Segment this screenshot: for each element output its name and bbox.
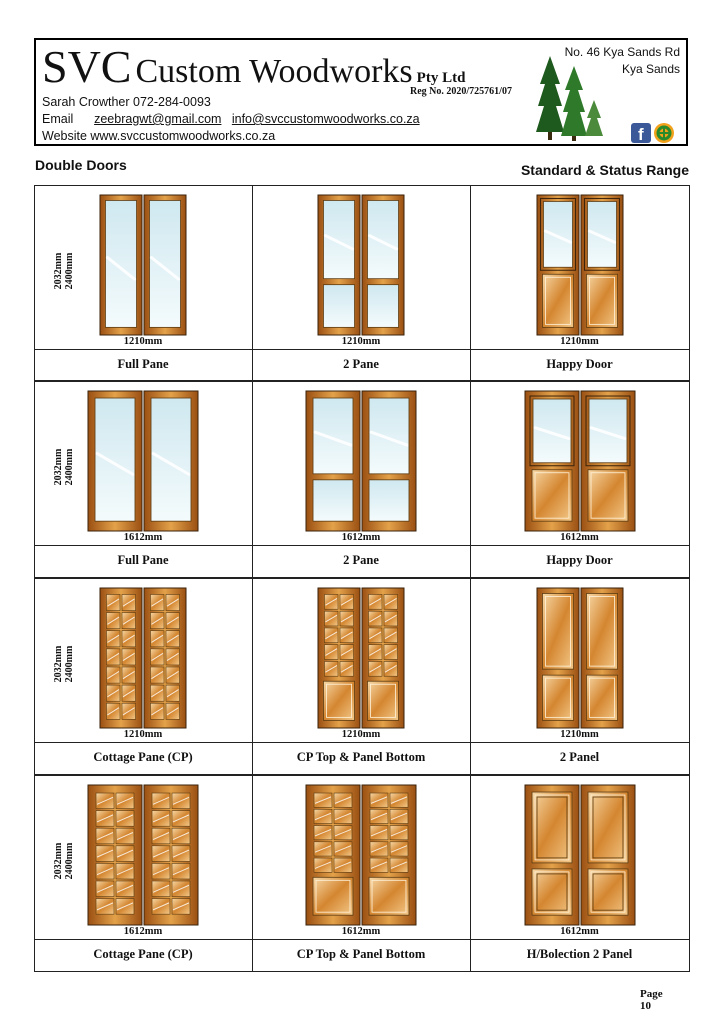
door-height-label (53, 831, 75, 891)
door-height-label (53, 241, 75, 301)
door-style-name: Cottage Pane (CP) (93, 750, 193, 764)
brand-main: SVC (42, 41, 132, 92)
door-width-label: 1612mm (341, 532, 381, 543)
door-illustration (523, 389, 637, 533)
door-style-name: CP Top & Panel Bottom (296, 947, 426, 961)
door-width-label: 1612mm (341, 926, 381, 937)
page-label: Page (640, 988, 663, 1000)
website-line[interactable]: Website www.svccustomwoodworks.co.za (42, 129, 276, 143)
door-style-name: H/Bolection 2 Panel (526, 947, 633, 961)
section-title: Double Doors (35, 157, 127, 173)
door-width-label: 1210mm (341, 729, 381, 740)
door-width-label: 1210mm (123, 729, 163, 740)
height-label-1: 2032mm (53, 842, 64, 880)
height-label-2: 2400mm (64, 842, 75, 880)
door-illustration (535, 586, 625, 730)
door-style-name: Happy Door (546, 553, 613, 567)
page-number-value: 10 (640, 1000, 651, 1012)
door-width-label: 1612mm (123, 532, 163, 543)
door-illustration (304, 783, 418, 927)
door-illustration (86, 389, 200, 533)
door-style-name: 2 Panel (559, 750, 600, 764)
door-illustration (98, 193, 188, 337)
height-label-2: 2400mm (64, 252, 75, 290)
door-width-label: 1210mm (123, 336, 163, 347)
door-illustration (86, 783, 200, 927)
door-style-name: Full Pane (117, 553, 169, 567)
brand-sub: Custom Woodworks (135, 53, 413, 90)
door-width-label: 1612mm (560, 532, 599, 543)
door-width-label: 1210mm (560, 336, 599, 347)
height-label-2: 2400mm (64, 645, 75, 683)
door-illustration (316, 586, 406, 730)
door-width-label: 1612mm (123, 926, 163, 937)
door-illustration (316, 193, 406, 337)
door-illustration (523, 783, 637, 927)
door-style-name: CP Top & Panel Bottom (296, 750, 426, 764)
door-width-label: 1612mm (560, 926, 599, 937)
svg-text:f: f (638, 125, 644, 144)
height-label-1: 2032mm (53, 448, 64, 486)
height-label-2: 2400mm (64, 448, 75, 486)
registration-number: Reg No. 2020/725761/07 (410, 86, 512, 97)
brand-suffix: Pty Ltd (416, 70, 466, 86)
door-illustration (98, 586, 188, 730)
range-title: Standard & Status Range (520, 162, 689, 178)
door-style-name: 2 Pane (343, 357, 379, 371)
address-line-2: Kya Sands (621, 62, 680, 76)
email-label: Email (42, 112, 74, 126)
contact-name: Sarah Crowther 072-284-0093 (42, 95, 211, 109)
door-style-name: 2 Pane (343, 553, 379, 567)
door-height-label (53, 634, 75, 694)
height-label-1: 2032mm (53, 252, 64, 290)
door-width-label: 1210mm (560, 729, 599, 740)
door-style-name: Full Pane (117, 357, 169, 371)
door-illustration (304, 389, 418, 533)
height-label-1: 2032mm (53, 645, 64, 683)
door-height-label (53, 437, 75, 497)
email-link-2[interactable]: info@svccustomwoodworks.co.za (231, 112, 420, 126)
page-number (640, 988, 663, 1012)
address-line-1: No. 46 Kya Sands Rd (564, 45, 680, 59)
door-illustration (535, 193, 625, 337)
door-width-label: 1210mm (341, 336, 381, 347)
door-style-name: Cottage Pane (CP) (93, 947, 193, 961)
door-style-name: Happy Door (546, 357, 613, 371)
email-link-1[interactable]: zeebragwt@gmail.com (94, 112, 222, 126)
